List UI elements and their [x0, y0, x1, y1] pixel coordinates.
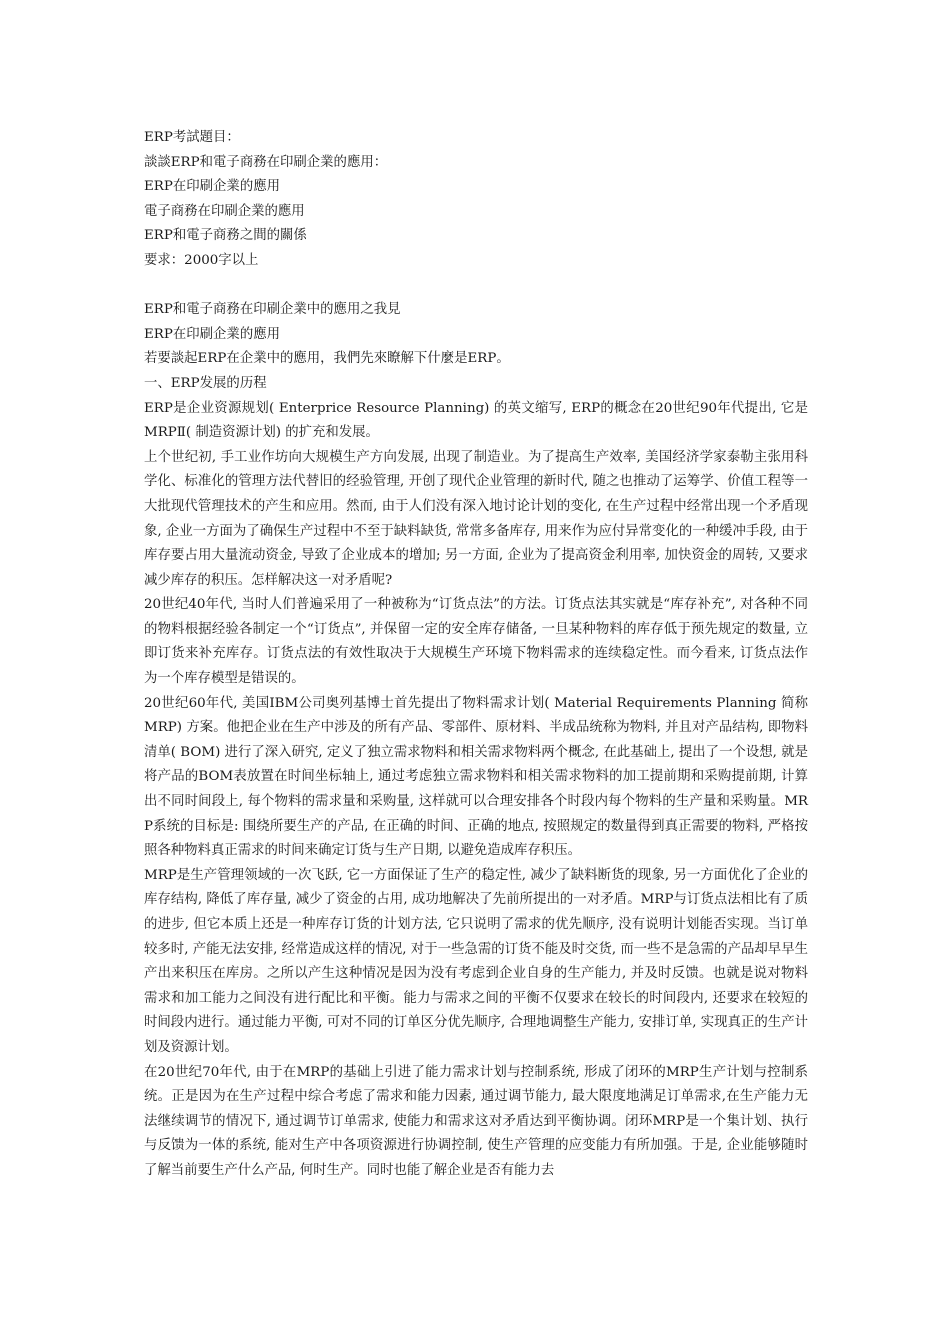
- exam-requirement: 要求：2000字以上: [144, 252, 259, 268]
- paragraph-1960s: 20世纪60年代, 美国IBM公司奥列基博士首先提出了物料需求计划( Material Requirements Planning 简称MRP) 方案。他把企业在生产中涉及的所有产品、零部件、原材料、半成品统称为物料, 并且对产品结构, 即物料清单( BOM) 进行了深入研究, 定义了独立需求物料和相关需求物料两个概念, 在此基础上, 提出了一个设想, 就是将产品的BOM表放置在时间坐标轴上, 通过考虑独立需求物料和相关需求物料的加工提前期和采购提前期, 计算出不同时间段上, 每个物料的需求量和采购量, 这样就可以合理安排各个时段内每个物料的生产量和采购量。MRP系统的目标是: 围绕所要生产的产品, 在正确的时间、正确的地点, 按照规定的数量得到真正需要的物料, 严格按照各种物料真正需求的时间来确定订货与生产日期, 以避免造成库存积压。: [144, 695, 808, 859]
- exam-topic: 談談ERP和電子商務在印刷企業的應用：: [144, 154, 388, 170]
- paragraph-mrp-leap: MRP是生产管理领域的一次飞跃, 它一方面保证了生产的稳定性, 减少了缺料断货的现象, 另一方面优化了企业的库存结构, 降低了库存量, 减少了资金的占用, 成功地解决了先前所提出的一对矛盾。MRP与订货点法相比有了质的进步, 但它本质上还是一种库存订货的计划方法, 它只说明了需求的优先顺序, 没有说明计划能否实现。当订单较多时, 产能无法安排, 经常造成这样的情况, 对于一些急需的订货不能及时交货, 而一些不是急需的产品却早早生产出来积压在库房。之所以产生这种情况是因为没有考虑到企业自身的生产能力, 并及时反馈。也就是说对物料需求和加工能力之间没有进行配比和平衡。能力与需求之间的平衡不仅要求在较长的时间段内, 还要求在较短的时间段内进行。通过能力平衡, 可对不同的订单区分优先顺序, 合理地调整生产能力, 安排订单, 实现真正的生产计划及资源计划。: [144, 867, 808, 1055]
- paragraph-1940s: 20世纪40年代, 当时人们普遍采用了一种被称为“订货点法”的方法。订货点法其实就是“库存补充”, 对各种不同的物料根据经验各制定一个“订货点”, 并保留一定的安全库存储备, 一旦某种物料的库存低于预先规定的数量, 立即订货来补充库存。订货点法的有效性取决于大规模生产环境下物料需求的连续稳定性。而今看来, 订货点法作为一个库存模型是错误的。: [144, 597, 808, 687]
- paragraph-1970s: 在20世纪70年代, 由于在MRP的基础上引进了能力需求计划与控制系统, 形成了闭环的MRP生产计划与控制系统。正是因为在生产过程中综合考虑了需求和能力因素, 通过调节能力, 最大限度地满足订单需求,在生产能力无法继续调节的情况下, 通过调节订单需求, 使能力和需求这对矛盾达到平衡协调。闭环MRP是一个集计划、执行与反馈为一体的系统, 能对生产中各项资源进行协调控制, 使生产管理的应变能力有所加强。于是, 企业能够随时了解当前要生产什么产品, 何时生产。同时也能了解企业是否有能力去: [144, 1064, 808, 1178]
- document-page: [144, 126, 808, 1184]
- blank-line: [144, 274, 808, 299]
- exam-title: ERP考試題目：: [144, 130, 240, 145]
- exam-item-3: ERP和電子商務之間的關係: [144, 228, 307, 244]
- paragraph-early-century: 上个世纪初, 手工业作坊向大规模生产方向发展, 出现了制造业。为了提高生产效率, 美国经济学家泰勒主张用科学化、标准化的管理方法代替旧的经验管理, 开创了现代企业管理的新时代, 随之也推动了运筹学、价值工程等一大批现代管理技术的产生和应用。然而, 由于人们没有深入地讨论计划的变化, 在生产过程中经常出现一个矛盾现象, 企业一方面为了确保生产过程中不至于缺料缺货, 常常多备库存, 用来作为应付异常变化的一种缓冲手段, 由于库存要占用大量流动资金, 导致了企业成本的增加; 另一方面, 企业为了提高资金利用率, 加快资金的周转, 又要求减少库存的积压。怎样解决这一对矛盾呢?: [144, 449, 808, 588]
- essay-title: ERP和電子商務在印刷企業中的應用之我見: [144, 302, 401, 318]
- section-heading: 一、ERP发展的历程: [144, 375, 267, 391]
- paragraph-erp-definition: ERP是企业资源规划( Enterprice Resource Planning) 的英文缩写, ERP的概念在20世纪90年代提出, 它是MRPⅡ( 制造资源计划) 的扩充和发展。: [144, 400, 808, 441]
- exam-item-2: 電子商務在印刷企業的應用: [144, 203, 305, 219]
- exam-item-1: ERP在印刷企業的應用: [144, 179, 280, 195]
- essay-subtitle: ERP在印刷企業的應用: [144, 326, 280, 342]
- essay-intro: 若要談起ERP在企業中的應用，我們先來瞭解下什麼是ERP。: [144, 351, 510, 367]
